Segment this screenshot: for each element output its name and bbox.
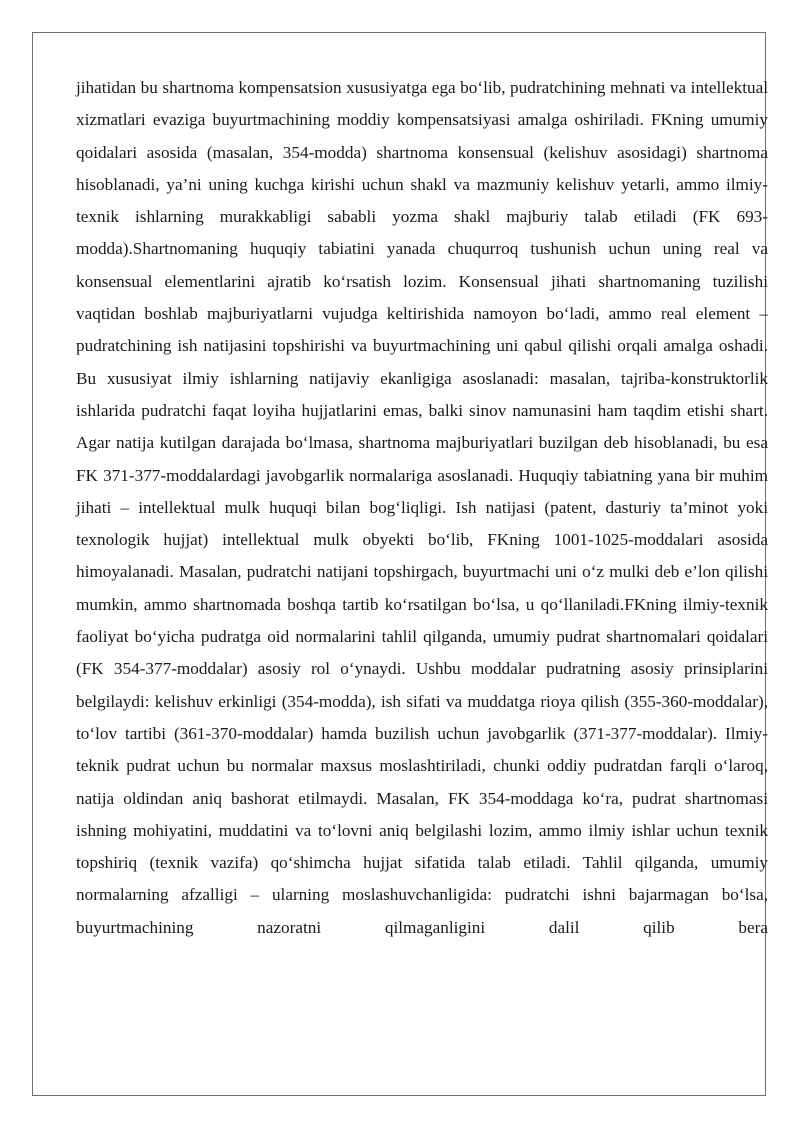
body-paragraph: jihatidan bu shartnoma kompensatsion xususiyatga ega bo‘lib, pudratchining mehnati va intellektual xizmatlari evaziga buyurtmachining moddiy kompensatsiyasi amalga oshiriladi. FKning umumiy qoidalari asosida (masalan, 354-modda) shartnoma konsensual (kelishuv asosidagi) shartnoma hisoblanadi, ya’ni uning kuchga kirishi uchun shakl va mazmuniy kelishuv yetarli, ammo ilmiy-texnik ishlarning murakkabligi sababli yozma shakl majburiy talab etiladi (FK 693-modda).Shartnomaning huquqiy tabiatini yanada chuqurroq tushunish uchun uning real va konsensual elementlarini ajratib ko‘rsatish lozim. Konsensual jihati shartnomaning tuzilishi vaqtidan boshlab majburiyatlarni vujudga keltirishida namoyon bo‘ladi, ammo real element – pudratchining ish natijasini topshirishi va buyurtmachining uni qabul qilishi orqali amalga oshadi. Bu xususiyat ilmiy ishlarning natijaviy ekanligiga asoslanadi: masalan, tajriba-konstruktorlik ishlarida pudratchi faqat loyiha hujjatlarini emas, balki sinov namunasini ham taqdim etishi shart. Agar natija kutilgan darajada bo‘lmasa, shartnoma majburiyatlari buzilgan deb hisoblanadi, bu esa FK 371-377-moddalardagi javobgarlik normalariga asoslanadi. Huquqiy tabiatning yana bir muhim jihati – intellektual mulk huquqi bilan bog‘liqligi. Ish natijasi (patent, dasturiy ta’minot yoki texnologik hujjat) intellektual mulk obyekti bo‘lib, FKning 1001-1025-moddalari asosida himoyalanadi. Masalan, pudratchi natijani topshirgach, buyurtmachi uni o‘z mulki deb e’lon qilishi mumkin, ammo shartnomada boshqa tartib ko‘rsatilgan bo‘lsa, u qo‘llaniladi.FKning ilmiy-texnik faoliyat bo‘yicha pudratga oid normalarini tahlil qilganda, umumiy pudrat shartnomalari qoidalari (FK 354-377-moddalar) asosiy rol o‘ynaydi. Ushbu moddalar pudratning asosiy prinsiplarini belgilaydi: kelishuv erkinligi (354-modda), ish sifati va muddatga rioya qilish (355-360-moddalar), to‘lov tartibi (361-370-moddalar) hamda buzilish uchun javobgarlik (371-377-moddalar). Ilmiy-teknik pudrat uchun bu normalar maxsus moslashtiriladi, chunki oddiy pudratdan farqli o‘laroq, natija oldindan aniq bashorat etilmaydi. Masalan, FK 354-moddaga ko‘ra, pudrat shartnomasi ishning mohiyatini, muddatini va to‘lovni aniq belgilashi lozim, ammo ilmiy ishlar uchun texnik topshiriq (texnik vazifa) qo‘shimcha hujjat sifatida talab etiladi. Tahlil qilganda, umumiy normalarning afzalligi – ularning moslashuvchanligida: pudratchi ishni bajarmagan bo‘lsa, buyurtmachining nazoratni qilmaganligini dalil qilib bera xyxy=(76,78,768,937)
